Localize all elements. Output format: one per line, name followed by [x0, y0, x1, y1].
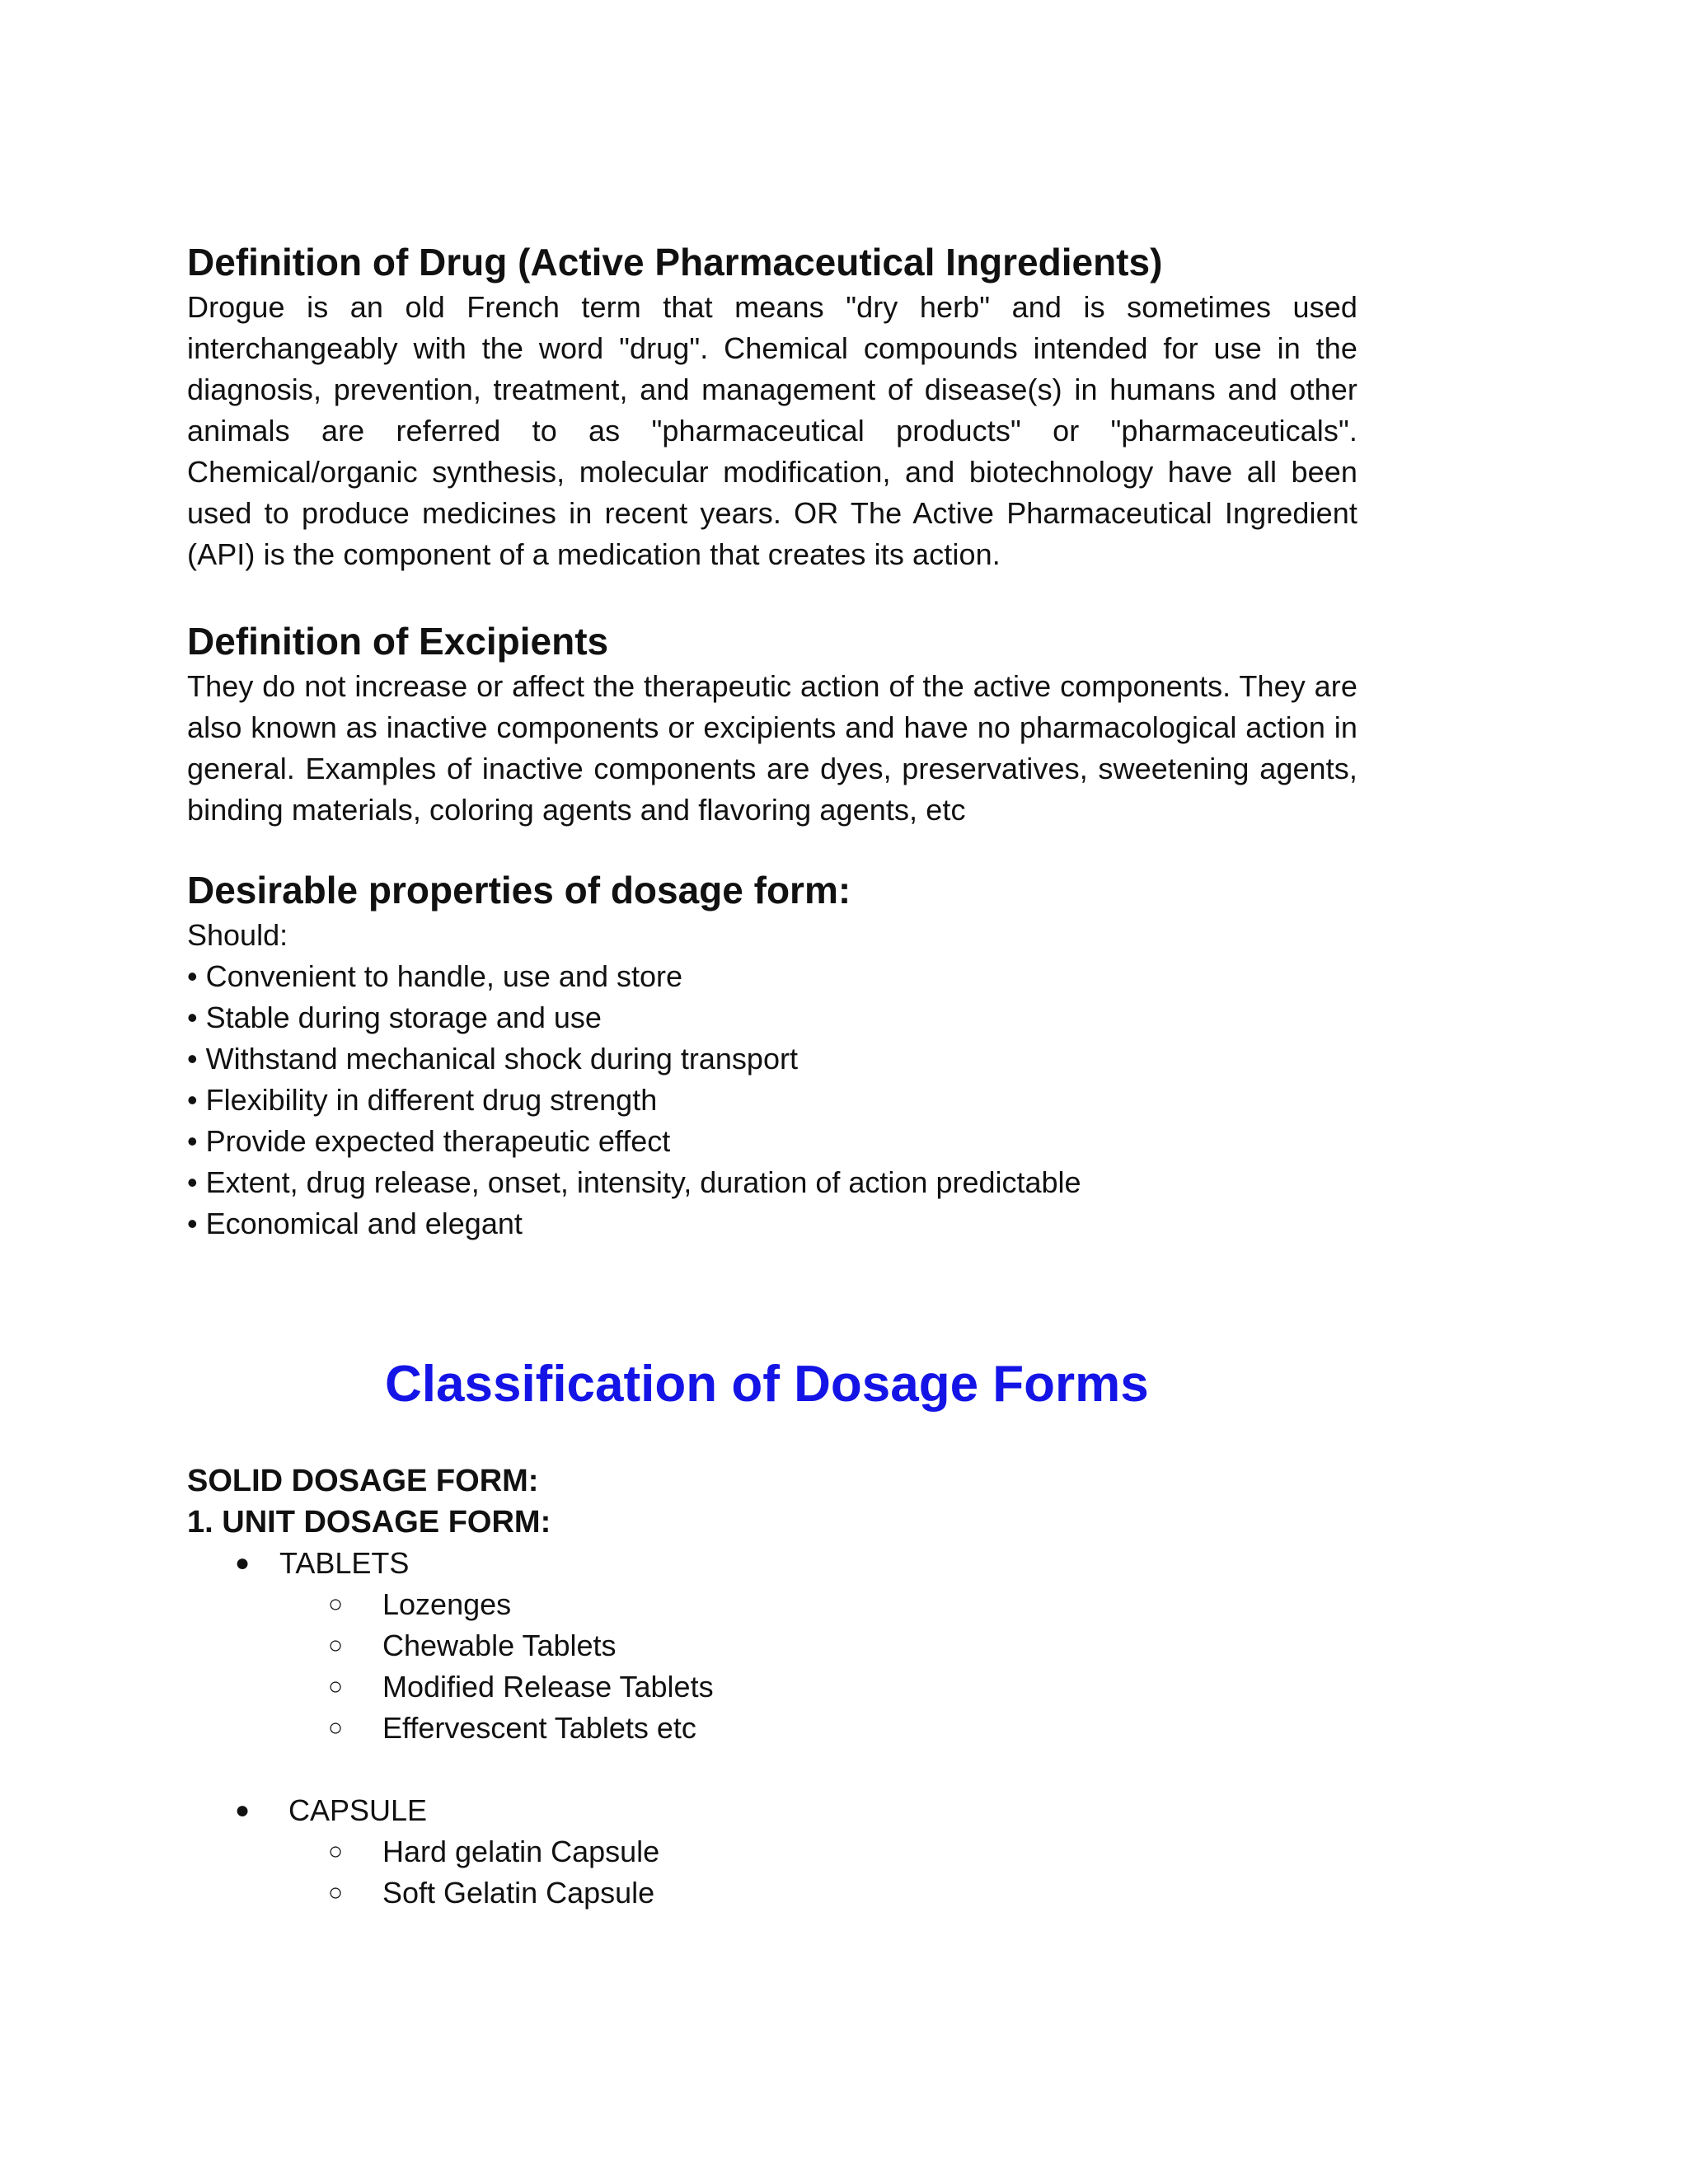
spacer — [187, 831, 1357, 865]
list-item — [187, 1666, 1357, 1708]
circle-bullet-icon: ○ — [328, 1714, 344, 1741]
list-item — [187, 1625, 1357, 1666]
list-item: • Extent, drug release, onset, intensity, duration of action predictable — [187, 1165, 1081, 1199]
classification-title: Classification of Dosage Forms — [385, 1356, 1149, 1413]
spacer — [187, 575, 1357, 616]
bullet-icon: ● — [235, 1797, 251, 1824]
list-item-label: Effervescent Tablets etc — [382, 1711, 696, 1745]
circle-bullet-icon: ○ — [328, 1591, 344, 1618]
tablets-item — [187, 1543, 1357, 1584]
capsule-label: CAPSULE — [288, 1793, 428, 1827]
circle-bullet-icon: ○ — [328, 1632, 344, 1659]
bullet-icon: ● — [235, 1549, 251, 1577]
list-item: • Convenient to handle, use and store — [187, 959, 683, 993]
properties-list — [187, 956, 1357, 1244]
list-item: • Withstand mechanical shock during transport — [187, 1042, 798, 1076]
list-item: • Stable during storage and use — [187, 1001, 602, 1034]
list-item — [187, 1831, 1357, 1872]
unit-dosage-heading: 1. UNIT DOSAGE FORM: — [187, 1505, 551, 1540]
list-item: • Flexibility in different drug strength — [187, 1083, 658, 1117]
list-item: • Economical and elegant — [187, 1207, 523, 1240]
properties-intro: Should: — [187, 918, 288, 952]
list-item-label: Soft Gelatin Capsule — [382, 1876, 655, 1910]
list-item — [187, 1872, 1357, 1914]
drug-definition-heading: Definition of Drug (Active Pharmaceutical Ingredients) — [187, 241, 1163, 284]
spacer — [187, 1244, 1357, 1352]
drug-definition-text: Drogue is an old French term that means "dry herb" and is sometimes used interchangeably with the word "drug". Chemical compounds intended for use in the diagnosis, prevention, treatment, and management of disease(s) in humans and other animals are referred to as "pharmaceutical products" or "pharmaceuticals". Chemical/organic synthesis, molecular modification, and biotechnology have all been used to produce medicines in recent years. OR The Active Pharmaceutical Ingredient (API) is the component of a medication that creates its action. — [187, 290, 1357, 571]
list-item-label: Lozenges — [382, 1587, 512, 1621]
list-item-label: Chewable Tablets — [382, 1629, 617, 1662]
list-item-label: Hard gelatin Capsule — [382, 1835, 660, 1868]
circle-bullet-icon: ○ — [328, 1673, 344, 1700]
capsule-item — [187, 1790, 1357, 1831]
dosage-properties-heading: Desirable properties of dosage form: — [187, 869, 851, 912]
excipients-definition-heading: Definition of Excipients — [187, 620, 609, 663]
tablets-label: TABLETS — [279, 1546, 410, 1580]
spacer — [187, 1749, 1357, 1790]
document-page — [187, 237, 1357, 1914]
list-item — [187, 1584, 1357, 1625]
spacer — [187, 1418, 1357, 1460]
list-item — [187, 1708, 1357, 1749]
circle-bullet-icon: ○ — [328, 1879, 344, 1906]
list-item: • Provide expected therapeutic effect — [187, 1124, 671, 1158]
circle-bullet-icon: ○ — [328, 1838, 344, 1865]
excipients-definition-text: They do not increase or affect the therapeutic action of the active components. They are also known as inactive components or excipients and have no pharmacological action in general. Examples of inactive components are dyes, preservatives, sweetening agents, binding materials, coloring agents and flavoring agents, etc — [187, 669, 1357, 827]
solid-dosage-heading: SOLID DOSAGE FORM: — [187, 1464, 539, 1498]
list-item-label: Modified Release Tablets — [382, 1670, 714, 1704]
